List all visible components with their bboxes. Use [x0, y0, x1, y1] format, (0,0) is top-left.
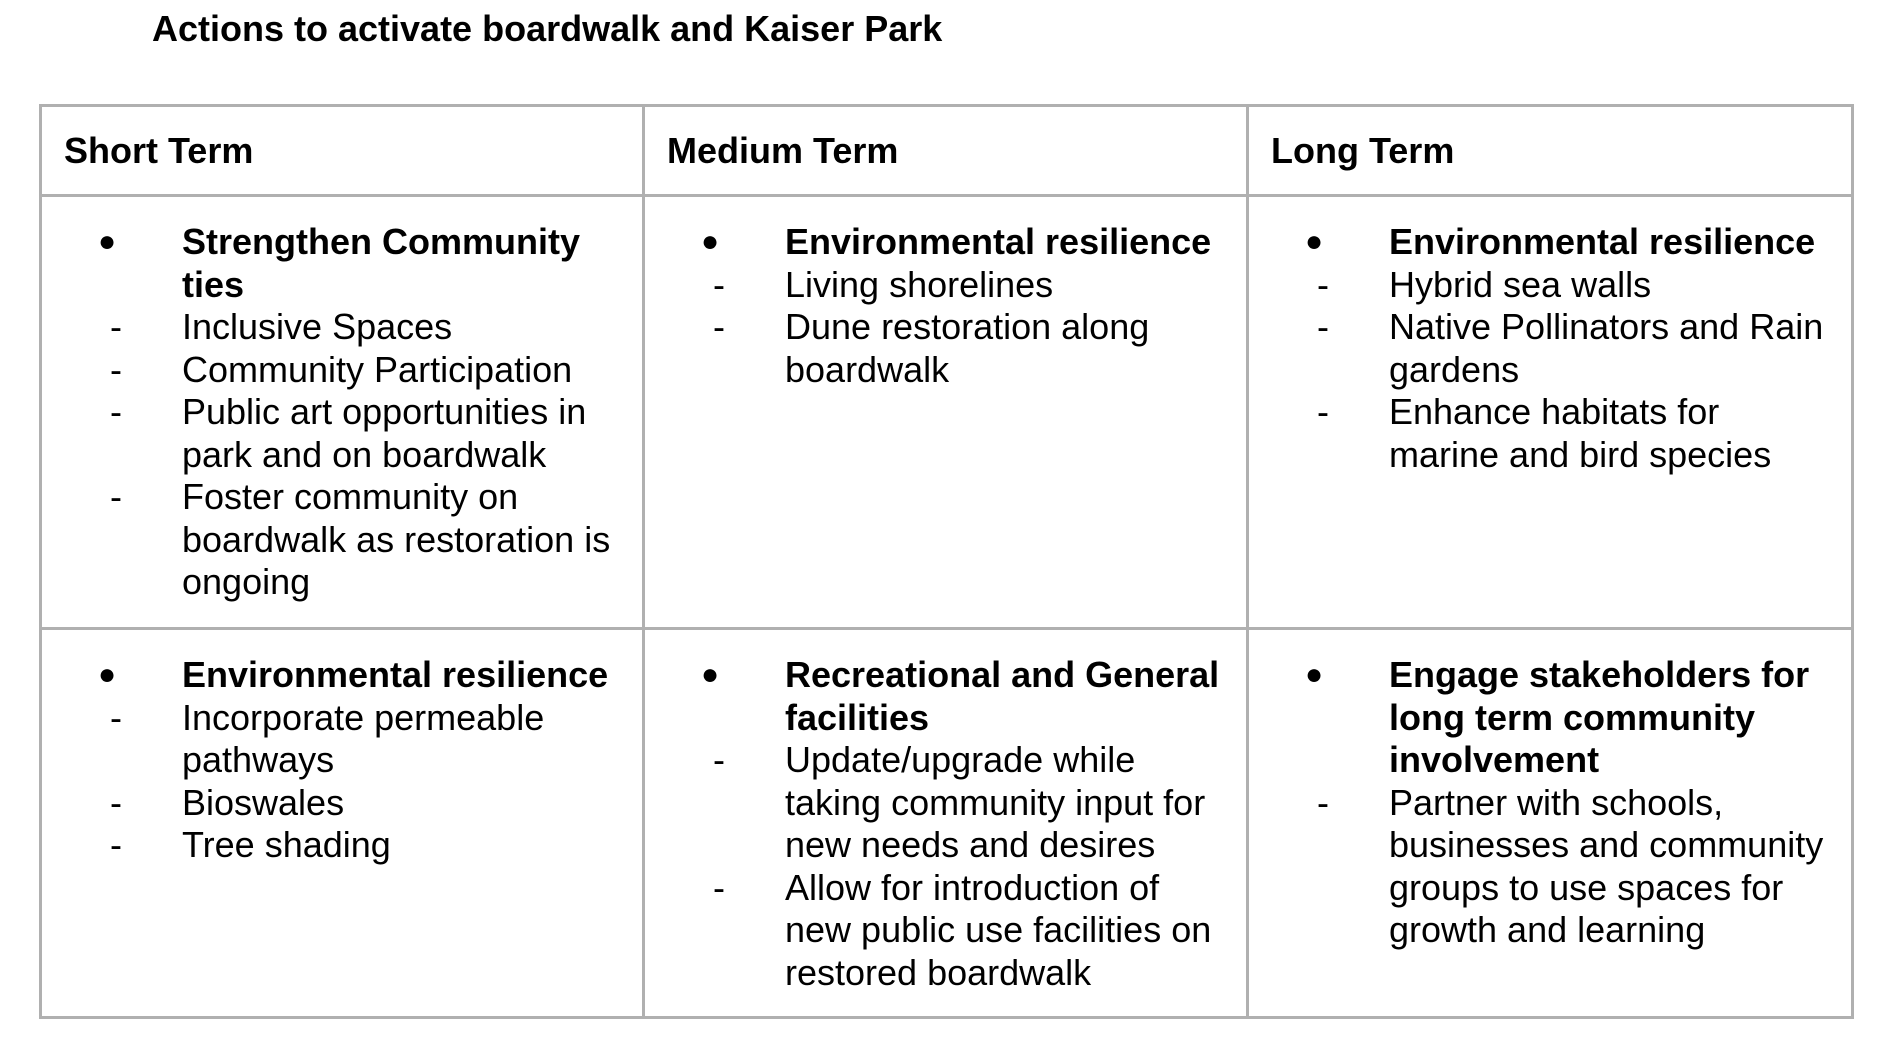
bullet-marker: ●: [1305, 658, 1324, 691]
list-item: [42, 306, 628, 349]
list-item-text: Hybrid sea walls: [1389, 263, 1652, 305]
list-item: [645, 867, 1232, 995]
cell-short-term-2: [41, 629, 644, 1018]
bullet-marker: ●: [98, 658, 117, 691]
list-item-text: Incorporate permeable pathways: [182, 696, 545, 780]
list-item-text: Update/upgrade while taking community input for new needs and desires: [785, 739, 1206, 865]
dash-marker: -: [1317, 263, 1329, 305]
list-item-text: Native Pollinators and Rain gardens: [1389, 306, 1824, 390]
list-item-text: Allow for introduction of new public use facilities on restored boardwalk: [785, 866, 1212, 993]
list-item: [1249, 264, 1837, 307]
cell-heading: [1249, 221, 1837, 264]
dash-marker: -: [110, 391, 122, 432]
list-item-text: Foster community on boardwalk as restoration is ongoing: [182, 476, 611, 602]
dash-marker: -: [110, 476, 122, 517]
list-item-text: Community Participation: [182, 348, 573, 390]
list-item: [42, 476, 628, 604]
table-header-row: [41, 106, 1853, 196]
header-medium-term: Medium Term: [644, 106, 1248, 196]
table-row: [41, 196, 1853, 629]
list-item: [42, 391, 628, 476]
dash-marker: -: [110, 781, 122, 823]
list-item: [645, 264, 1232, 307]
list-item-text: Bioswales: [182, 781, 345, 823]
cell-heading: [1249, 654, 1837, 782]
dash-marker: -: [713, 263, 725, 305]
dash-marker: -: [110, 696, 122, 738]
cell-heading: [645, 221, 1232, 264]
cell-heading-text: Engage stakeholders for long term community involvement: [1389, 654, 1810, 780]
list-item-text: Dune restoration along boardwalk: [785, 306, 1150, 390]
bullet-marker: ●: [701, 225, 720, 258]
dash-marker: -: [110, 824, 122, 865]
list-item-text: Inclusive Spaces: [182, 306, 453, 347]
cell-heading: [645, 654, 1232, 739]
dash-marker: -: [110, 348, 122, 390]
bullet-marker: ●: [98, 225, 117, 258]
dash-marker: -: [713, 739, 725, 780]
dash-marker: -: [110, 306, 122, 347]
cell-heading-text: Recreational and General facilities: [785, 654, 1220, 738]
list-item-text: Tree shading: [182, 824, 391, 865]
cell-heading-text: Environmental resilience: [1389, 221, 1816, 262]
cell-long-term-1: [1248, 196, 1853, 629]
cell-heading-text: Environmental resilience: [182, 654, 609, 695]
dash-marker: -: [713, 866, 725, 908]
cell-medium-term-2: [644, 629, 1248, 1018]
list-item-text: Enhance habitats for marine and bird species: [1389, 391, 1772, 475]
list-item: [1249, 306, 1837, 391]
list-item: [1249, 782, 1837, 952]
list-item-text: Partner with schools, businesses and community groups to use spaces for growth and learning: [1389, 781, 1824, 950]
dash-marker: -: [1317, 781, 1329, 823]
dash-marker: -: [713, 306, 725, 347]
cell-heading-text: Strengthen Community ties: [182, 221, 581, 305]
list-item-text: Living shorelines: [785, 263, 1054, 305]
list-item: [1249, 391, 1837, 476]
list-item: [42, 349, 628, 392]
cell-heading-text: Environmental resilience: [785, 221, 1212, 262]
dash-marker: -: [1317, 391, 1329, 432]
dash-marker: -: [1317, 306, 1329, 347]
bullet-marker: ●: [701, 658, 720, 691]
cell-medium-term-1: [644, 196, 1248, 629]
list-item: [645, 306, 1232, 391]
cell-short-term-1: [41, 196, 644, 629]
header-long-term: Long Term: [1248, 106, 1853, 196]
cell-long-term-2: [1248, 629, 1853, 1018]
document-title: Actions to activate boardwalk and Kaiser Park: [152, 8, 943, 49]
header-short-term: Short Term: [41, 106, 644, 196]
cell-heading: [42, 221, 628, 306]
bullet-marker: ●: [1305, 225, 1324, 258]
cell-heading: [42, 654, 628, 697]
table-row: [41, 629, 1853, 1018]
actions-table: [39, 104, 1854, 1019]
list-item: [42, 824, 628, 867]
list-item: [42, 782, 628, 825]
list-item: [42, 697, 628, 782]
list-item: [645, 739, 1232, 867]
list-item-text: Public art opportunities in park and on boardwalk: [182, 391, 587, 475]
